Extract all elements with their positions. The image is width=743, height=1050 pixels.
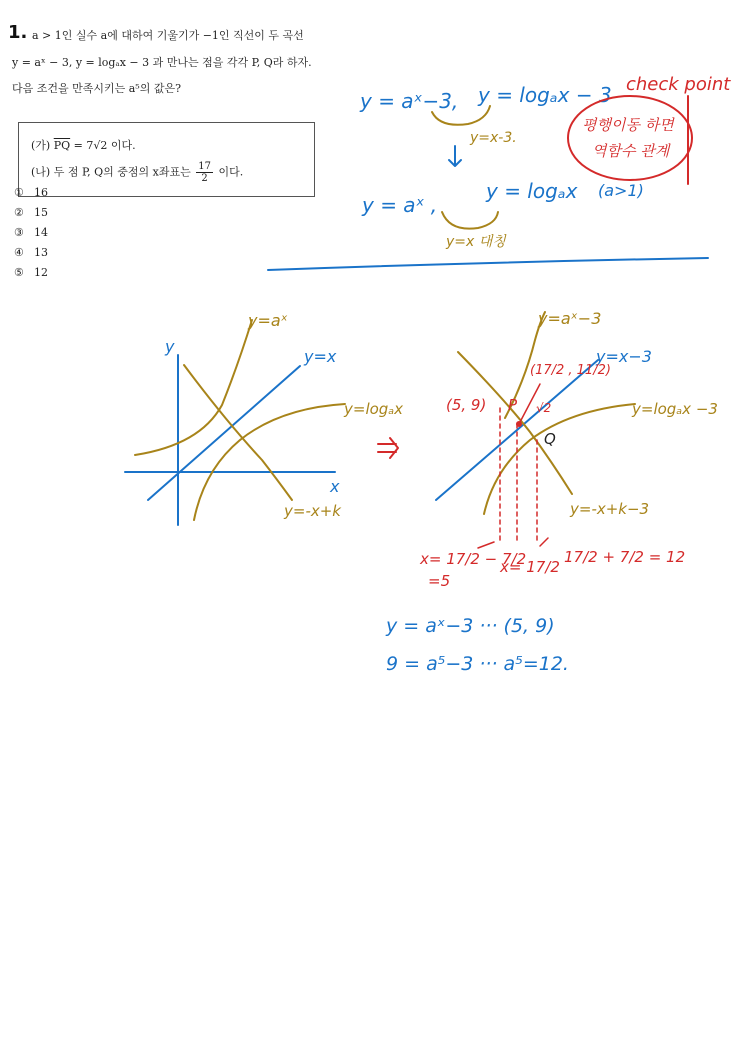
choice-value: 15: [34, 206, 48, 219]
graph2-log-label: y=logₐx −3: [632, 400, 718, 418]
graph1-exp-label: y=aˣ: [248, 311, 288, 330]
condition-na-prefix: (나) 두 점 P, Q의 중점의 x좌표는: [31, 165, 191, 179]
calc-x-p-result: =5: [428, 572, 451, 590]
graph1-x-label: x: [330, 477, 340, 496]
graph2-exp-label: y=aˣ−3: [538, 309, 602, 328]
graph2-line-label: y=-x+k−3: [570, 500, 650, 518]
graph2-identity-line: [436, 360, 598, 500]
graph1-exp-curve: [135, 320, 252, 455]
check-point-line-2: 역함수 관계: [592, 142, 670, 160]
implies-arrow-icon: [378, 438, 398, 458]
calc-x-mid: x= 17/2: [500, 558, 560, 576]
calc-x-p: x= 17/2 − 7/2: [420, 550, 527, 568]
choice-mark: ⑤: [14, 266, 24, 279]
condition-na-suffix: 이다.: [218, 165, 244, 179]
calc-x-q: 17/2 + 7/2 = 12: [564, 548, 686, 566]
check-point-line-1: 평행이동 하면: [582, 116, 674, 134]
choice-value: 16: [34, 186, 48, 199]
question-line-3: 다음 조건을 만족시키는 a⁵의 값은?: [12, 82, 181, 95]
graph1-log-label: y=logₐx: [344, 400, 404, 418]
note-log-shifted: y = logₐx − 3: [478, 83, 612, 107]
separator-line: [268, 258, 708, 270]
graph2-log-curve: [484, 404, 635, 514]
choice-mark: ④: [14, 246, 24, 259]
arrow-down-icon: [449, 146, 461, 166]
graph1-decreasing-line: [184, 365, 292, 500]
graph2-point-q: Q: [544, 430, 556, 448]
graph-1: [125, 311, 403, 525]
graph2-point-p: P: [508, 396, 518, 414]
condition-ga-prefix: (가): [31, 139, 54, 152]
note-condition-a: (a>1): [598, 181, 644, 200]
graph2-p-coord: (5, 9): [446, 396, 487, 414]
choice-mark: ①: [14, 186, 24, 199]
note-log: y = logₐx: [486, 179, 578, 203]
final-line-2: 9 = a⁵−3 ··· a⁵=12.: [386, 653, 569, 675]
note-exp: y = aˣ ,: [362, 193, 438, 217]
note-line-x-3: y=x-3.: [470, 130, 517, 146]
final-line-1: y = aˣ−3 ··· (5, 9): [386, 615, 555, 637]
note-symmetry: y=x 대칭: [446, 234, 506, 250]
note-exp-shifted: y = aˣ−3,: [360, 89, 459, 113]
graph2-sqrt2: √2: [536, 401, 552, 415]
choice-mark: ②: [14, 206, 24, 219]
graph-2: [436, 309, 718, 548]
fraction-denominator: 2: [201, 173, 208, 184]
choice-value: 14: [34, 226, 48, 239]
check-point-circle: [568, 96, 692, 180]
question-line-2: y = aˣ − 3, y = logₐx − 3 과 만나는 점을 각각 P, Q라 하자.: [12, 56, 312, 69]
condition-ga-rest: = 7√2 이다.: [70, 139, 136, 152]
graph1-identity-label: y=x: [304, 347, 337, 366]
note-brace-2: [442, 212, 498, 229]
check-point-title: check point: [626, 74, 731, 95]
graph1-line-label: y=-x+k: [284, 502, 341, 520]
question-line-1: a > 1인 실수 a에 대하여 기울기가 −1인 직선이 두 곡선: [32, 29, 304, 42]
segment-pq: $\overline{PQ}$: [53, 139, 71, 152]
problem-number: 1.: [8, 22, 28, 43]
graph1-y-label: y: [165, 337, 175, 356]
choice-mark: ③: [14, 226, 24, 239]
graph2-identity-label: y=x−3: [596, 347, 652, 366]
fraction-numerator: 17: [198, 161, 211, 172]
choice-value: 13: [34, 246, 48, 259]
graph2-midpoint-coord: (17/2 , 11/2): [530, 363, 611, 378]
choice-value: 12: [34, 266, 48, 279]
